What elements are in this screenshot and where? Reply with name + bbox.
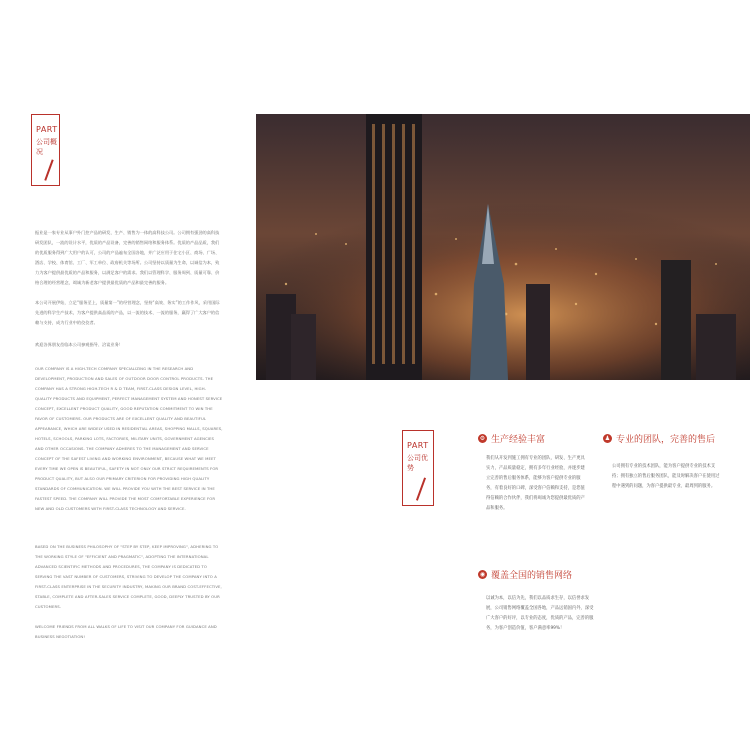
team-icon: ♟ (604, 435, 611, 442)
en-paragraph-1: OUR COMPANY IS A HIGH-TECH COMPANY SPECIALIZING IN THE RESEARCH AND DEVELOPMENT, PRODUCTION AND SALES OF OUTDOOR DOOR CONTROL PRODUCTS. THE COMPANY HAS A STRONG HIGH-TECH R & D TEAM, FIRST-CLASS DESIGN LEVEL, HIGH-QUALITY PRODUCTS AND EQUIPMENT, PERFECT MANAGEMENT SYSTEM AND HONEST SERVICE CONCEPT, EXCELLENT PRODUCT QUALITY, GOOD REPUTATION COMMITMENT TO WIN THE FAVOR OF CUSTOMERS. OUR PRODUCTS ARE OF EXCELLENT QUALITY AND BEAUTIFUL APPEARANCE, WHICH ARE WIDELY USED IN RESIDENTIAL AREAS, SHOPPING MALLS, SQUARES, HOTELS, SCHOOLS, PARKING LOTS, FACTORIES, MILITARY UNITS, GOVERNMENT AGENCIES AND OTHER OCCASIONS. THE COMPANY ADHERES TO THE MANAGEMENT AND SERVICE CONCEPT OF THE SAFEST LIVING AND WORKING ENVIRONMENT, BECAUSE WHAT WE MEET EVERY TIME WE OPEN IS BEAUTIFUL, SAFETY IN NOT ONLY OUR STRICT REQUIREMENTS FOR PRODUCT QUALITY, BUT ALSO OUR PRIMARY CRITERION FOR PROVIDING HIGH QUALITY STANDARDS OF COMMUNICATION. WE WILL PROVIDE YOU WITH THE BEST SERVICE IN THE FASTEST SPEED. THE COMPANY WILL PROVIDE THE MOST COMFORTABLE EXPERIENCE FOR NEW AND OLD CUSTOMERS WITH FIRST-CLASS TECHNOLOGY AND SERVICE. (35, 366, 223, 511)
badge-slash (44, 159, 53, 180)
part-label: PART (36, 125, 58, 134)
network-icon: ◉ (479, 571, 486, 578)
city-night-photo (256, 114, 750, 380)
gear-icon: ⚙ (479, 435, 486, 442)
part-badge-company-advantage (402, 430, 434, 506)
production-experience-text: 我们从开发到施工拥有专业的团队，研发、生产更具实力，产品质量稳定，拥有多年行业经验，并逐步建立完善的售后服务体系，能够为客户提供专业的服务，有着良好的口碑，深受客户信赖和支持，是您值得信赖的合作伙伴，我们将竭诚为您提供最优质的产品和服务。 (486, 456, 585, 511)
en-paragraph-2: BASED ON THE BUSINESS PHILOSOPHY OF "STEP BY STEP, KEEP IMPROVING", ADHERING TO THE WORKING STYLE OF "EFFICIENT AND PRAGMATIC", ADOPTING THE INTERNATIONAL ADVANCED SCIENTIFIC METHODS AND PROCEDURES, THE COMPANY IS DEDICATED TO SERVING THE VAST NUMBER OF CUSTOMERS, STRIVING TO DEVELOP THE COMPANY INTO A FIRST-CLASS ENTERPRISE IN THE SECURITY INDUSTRY, MAKING OUR BRAND COST-EFFECTIVE, STABLE, COMPLETE AND AFTER-SALES SERVICE COMPLETE, GOOD, DEEPLY TRUSTED BY OUR CUSTOMERS. (35, 544, 222, 609)
part-label: PART (407, 441, 429, 450)
cn-paragraph-3: 欢迎各界朋友莅临本公司参观指导、洽谈业务！ (35, 342, 123, 347)
en-paragraph-3: WELCOME FRIENDS FROM ALL WALKS OF LIFE TO VISIT OUR COMPANY FOR GUIDANCE AND BUSINESS NEGOTIATION! (35, 624, 217, 639)
section-title-team-after-sales (603, 432, 715, 445)
city-skyline-illustration (256, 114, 750, 380)
team-after-sales-text: 公司拥有专业的技术团队，能为客户提供专业的技术支持；拥有独立的售后服务团队，能及时解决客户在使用过程中遇到的问题，为客户提供最专业、最周到的服务。 (612, 464, 720, 489)
sales-network-text: 以诚为本，以信为先，我们以品质求生存，以信誉求发展，公司销售网络覆盖全国各地，产品远销国内外，深受广大客户的好评，以专业的态度，优质的产品，完善的服务，为客户创造价值，客户满意率99%！ (486, 596, 594, 631)
part-badge-company-overview (31, 114, 60, 186)
section-title-production-experience (478, 432, 545, 445)
part-subtitle: 公司概况 (36, 138, 57, 156)
section-title-sales-network (478, 568, 572, 581)
section-title-text: 覆盖全国的销售网络 (491, 571, 573, 581)
section-title-text: 生产经验丰富 (491, 435, 546, 445)
section-title-text: 专业的团队，完善的售后 (616, 435, 716, 445)
part-subtitle: 公司优势 (407, 454, 428, 472)
cn-paragraph-1: 振业是一家专业从事户外门控产品的研发、生产、销售为一体的高科技公司。公司拥有强劲的高科技研发团队，一流的设计水平，优质的产品设备，完善的销售网络和服务体系。优质的产品品质，我们的优质服务得到广大用户的认可，公司的产品遍布全国各地，并广泛应用于住宅小区、商场、广场、酒店、学校、体育馆、工厂、军工单位、政府机关等场所。公司坚持以质量为生命，以诚信为本，致力为客户提供最优质的产品和服务，以满足客户的需求。我们以管理科学、服务周到、质量可靠、价格合理的经营理念，竭诚为新老客户提供最优质的产品和最完善的服务。 (35, 230, 220, 285)
overview-text (35, 228, 223, 639)
badge-slash (416, 477, 426, 500)
cn-paragraph-2: 本公司开展伊始，立足“服务至上，质量第一”的经营理念，坚持“高效、务实”的工作作风，采用国际先进的科学生产技术，为客户提供高品质的产品，以一流的技术、一流的服务，赢得了广大客户的信赖与支持，成为行业中的佼佼者。 (35, 300, 220, 325)
